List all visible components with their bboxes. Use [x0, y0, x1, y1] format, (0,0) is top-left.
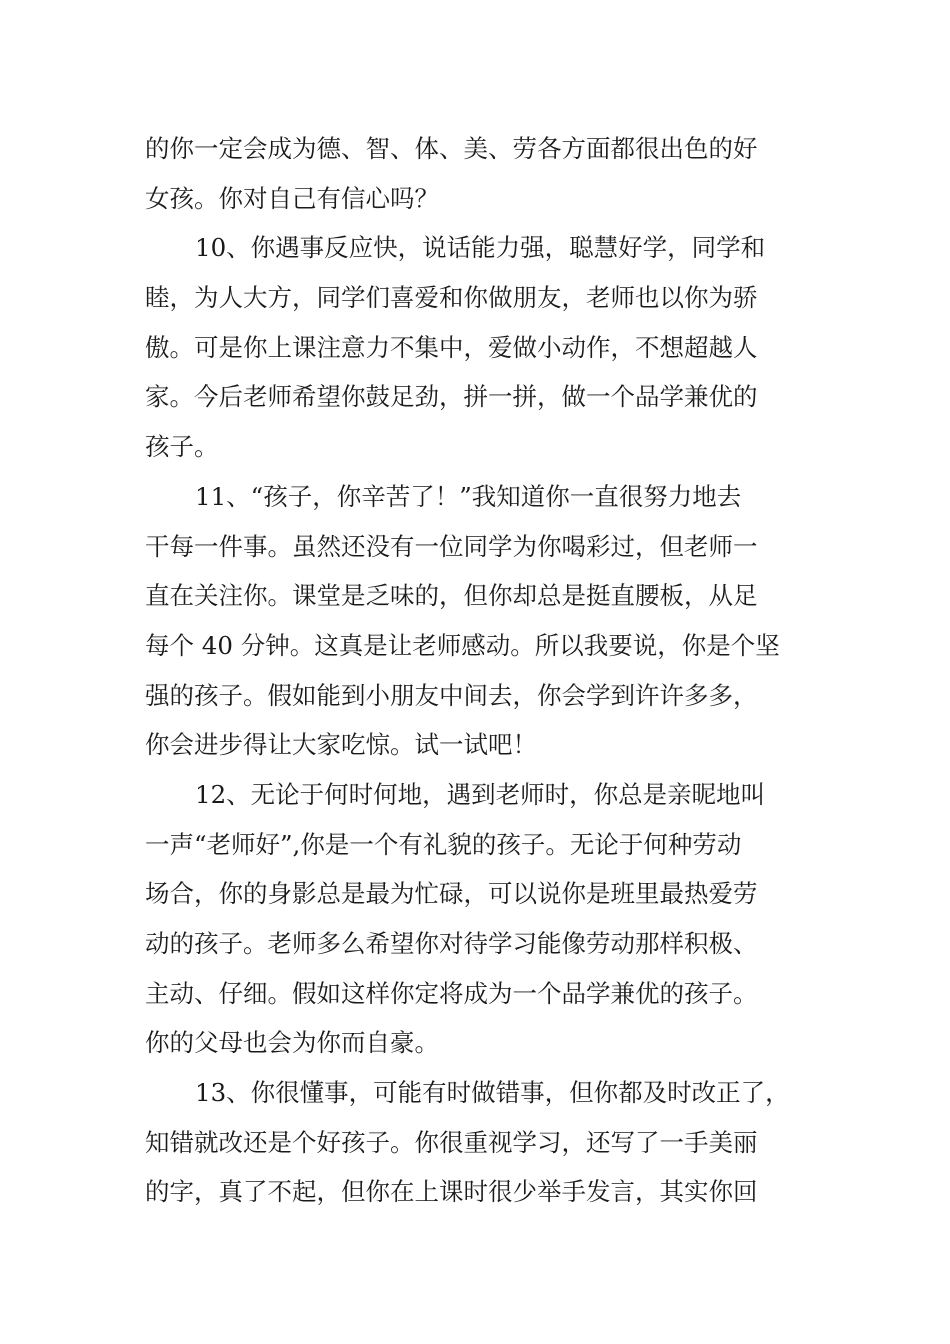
text-line: 睦，为人大方，同学们喜爱和你做朋友，老师也以你为骄	[145, 283, 758, 313]
text-line: 主动、仔细。假如这样你定将成为一个品学兼优的孩子。	[145, 978, 758, 1008]
text-line: 的字，真了不起，但你在上课时很少举手发言，其实你回	[145, 1177, 758, 1207]
text-line: 直在关注你。课堂是乏味的，但你却总是挺直腰板，从足	[145, 581, 758, 611]
text-line: 知错就改还是个好孩子。你很重视学习，还写了一手美丽	[145, 1127, 758, 1157]
paragraph-10-start: 10、你遇事反应快，说话能力强，聪慧好学，同学和	[195, 233, 766, 263]
text-line: 动的孩子。老师多么希望你对待学习能像劳动那样积极、	[145, 929, 758, 958]
text-line: 傲。可是你上课注意力不集中，爱做小动作，不想超越人	[145, 332, 758, 362]
text-line: 干每一件事。虽然还没有一位同学为你喝彩过，但老师一	[145, 531, 758, 561]
text-line: 你的父母也会为你而自豪。	[145, 1028, 439, 1058]
body-text	[145, 124, 825, 1217]
paragraph-12-start: 12、无论于何时何地，遇到老师时，你总是亲昵地叫	[195, 779, 766, 809]
text-line: 女孩。你对自己有信心吗？	[145, 183, 439, 213]
text-line: 家。今后老师希望你鼓足劲，拼一拼，做一个品学兼优的	[145, 382, 758, 412]
text-line: 每个 40 分钟。这真是让老师感动。所以我要说，你是个坚	[145, 630, 780, 660]
paragraph-11-start: 11、“孩子，你辛苦了！”我知道你一直很努力地去	[195, 481, 742, 511]
text-line: 一声“老师好”,你是一个有礼貌的孩子。无论于何种劳动	[145, 829, 742, 859]
paragraph-13-start: 13、你很懂事，可能有时做错事，但你都及时改正了，	[195, 1078, 790, 1108]
text-line: 的你一定会成为德、智、体、美、劳各方面都很出色的好	[145, 134, 758, 163]
text-line: 场合，你的身影总是最为忙碌，可以说你是班里最热爱劳	[145, 879, 758, 909]
text-line: 强的孩子。假如能到小朋友中间去，你会学到许许多多，	[145, 680, 758, 710]
text-line: 你会进步得让大家吃惊。试一试吧！	[145, 730, 537, 760]
text-line: 孩子。	[145, 432, 219, 462]
